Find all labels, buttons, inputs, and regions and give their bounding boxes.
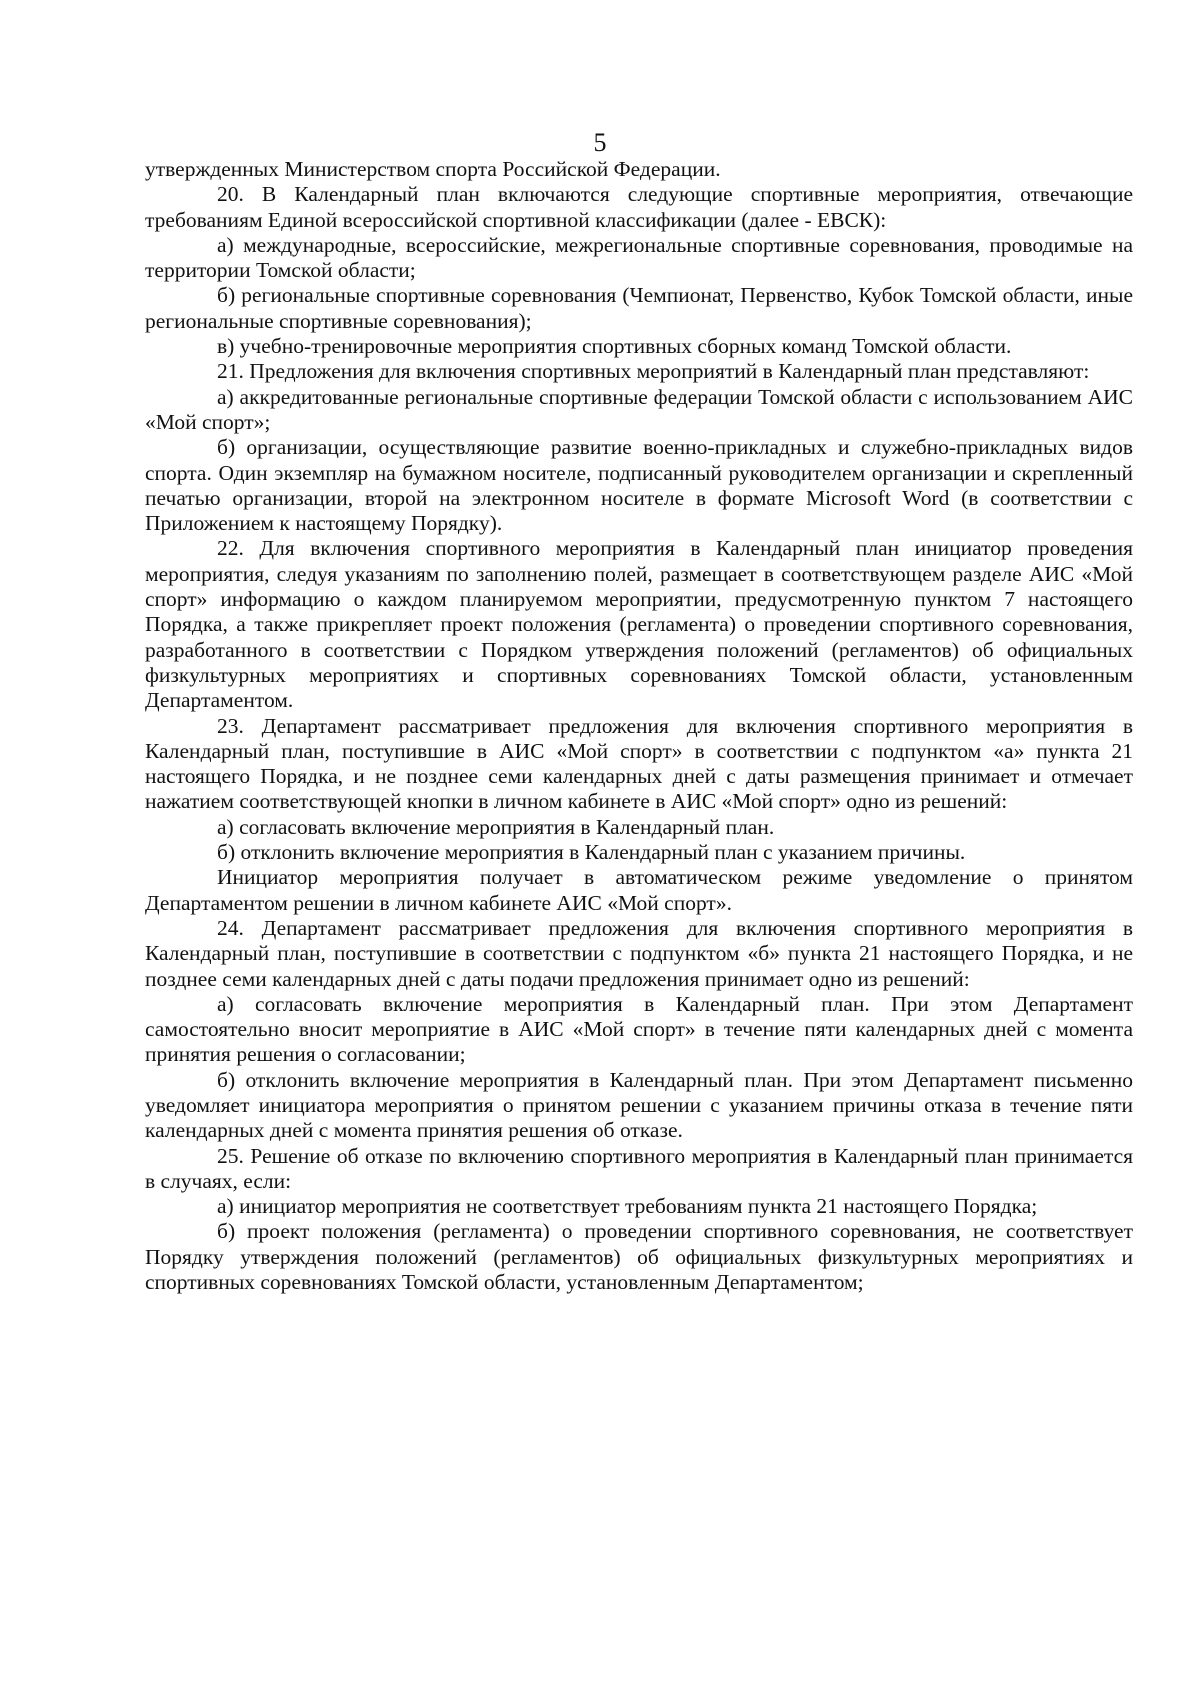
paragraph: 21. Предложения для включения спортивных мероприятий в Календарный план представляют: [217, 359, 1090, 384]
paragraph: 25. Решение об отказе по включению спортивного мероприятия в Календарный план принимается в случаях, если: [145, 1143, 1133, 1193]
paragraph: б) региональные спортивные соревнования (Чемпионат, Первенство, Кубок Томской области, иные региональные спортивные соревнования); [145, 283, 1133, 333]
paragraph: а) инициатор мероприятия не соответствует требованиям пункта 21 настоящего Порядка; [217, 1194, 1038, 1219]
paragraph: б) проект положения (регламента) о проведении спортивного соревнования, не соответствует Порядку утверждения положений (регламентов) об официальных физкультурных мероприятиях и спортивных соревнованиях Томской области, установленным Департаментом; [145, 1219, 1133, 1295]
paragraph: 22. Для включения спортивного мероприятия в Календарный план инициатор проведения мероприятия, следуя указаниям по заполнению полей, размещает в соответствующем разделе АИС «Мой спорт» информацию о каждом планируемом мероприятии, предусмотренную пунктом 7 настоящего Порядка, а также прикрепляет проект положения (регламента) о проведении спортивного соревнования, разработанного в соответствии с Порядком утверждения положений (регламентов) об официальных физкультурных мероприятиях и спортивных соревнованиях Томской области, установленным Департаментом. [145, 536, 1133, 713]
paragraph: в) учебно-тренировочные мероприятия спортивных сборных команд Томской области. [217, 334, 1012, 359]
paragraph: б) отклонить включение мероприятия в Календарный план с указанием причины. [217, 840, 966, 865]
paragraph: б) организации, осуществляющие развитие военно-прикладных и служебно-прикладных видов спорта. Один экземпляр на бумажном носителе, подписанный руководителем организации и скрепленный печатью организации, второй на электронном носителе в формате Microsoft Word (в соответствии с Приложением к настоящему Порядку). [145, 435, 1133, 536]
paragraph: а) аккредитованные региональные спортивные федерации Томской области с использованием АИС «Мой спорт»; [145, 384, 1133, 434]
paragraph: б) отклонить включение мероприятия в Календарный план. При этом Департамент письменно уведомляет инициатора мероприятия о принятом решении с указанием причины отказа в течение пяти календарных дней с момента принятия решения об отказе. [145, 1067, 1133, 1143]
paragraph: Инициатор мероприятия получает в автоматическом режиме уведомление о принятом Департаментом решении в личном кабинете АИС «Мой спорт». [145, 865, 1133, 915]
paragraph: а) международные, всероссийские, межрегиональные спортивные соревнования, проводимые на территории Томской области; [145, 232, 1133, 283]
paragraph: а) согласовать включение мероприятия в Календарный план. [217, 814, 775, 839]
paragraph: 23. Департамент рассматривает предложения для включения спортивного мероприятия в Календарный план, поступившие в АИС «Мой спорт» в соответствии с подпунктом «а» пункта 21 настоящего Порядка, и не позднее семи календарных дней с даты размещения принимает и отмечает нажатием соответствующей кнопки в личном кабинете в АИС «Мой спорт» одно из решений: [145, 713, 1133, 814]
paragraph: 20. В Календарный план включаются следующие спортивные мероприятия, отвечающие требованиям Единой всероссийской спортивной классификации (далее - ЕВСК): [145, 182, 1133, 232]
paragraph: утвержденных Министерством спорта Российской Федерации. [145, 157, 721, 181]
paragraph: а) согласовать включение мероприятия в Календарный план. При этом Департамент самостоятельно вносит мероприятие в АИС «Мой спорт» в течение пяти календарных дней с момента принятия решения о согласовании; [145, 991, 1133, 1067]
paragraph: 24. Департамент рассматривает предложения для включения спортивного мероприятия в Календарный план, поступившие в соответствии с подпунктом «б» пункта 21 настоящего Порядка, и не позднее семи календарных дней с даты подачи предложения принимает одно из решений: [145, 915, 1133, 991]
document-body [145, 157, 1133, 1295]
page-number: 5 [593, 128, 607, 157]
